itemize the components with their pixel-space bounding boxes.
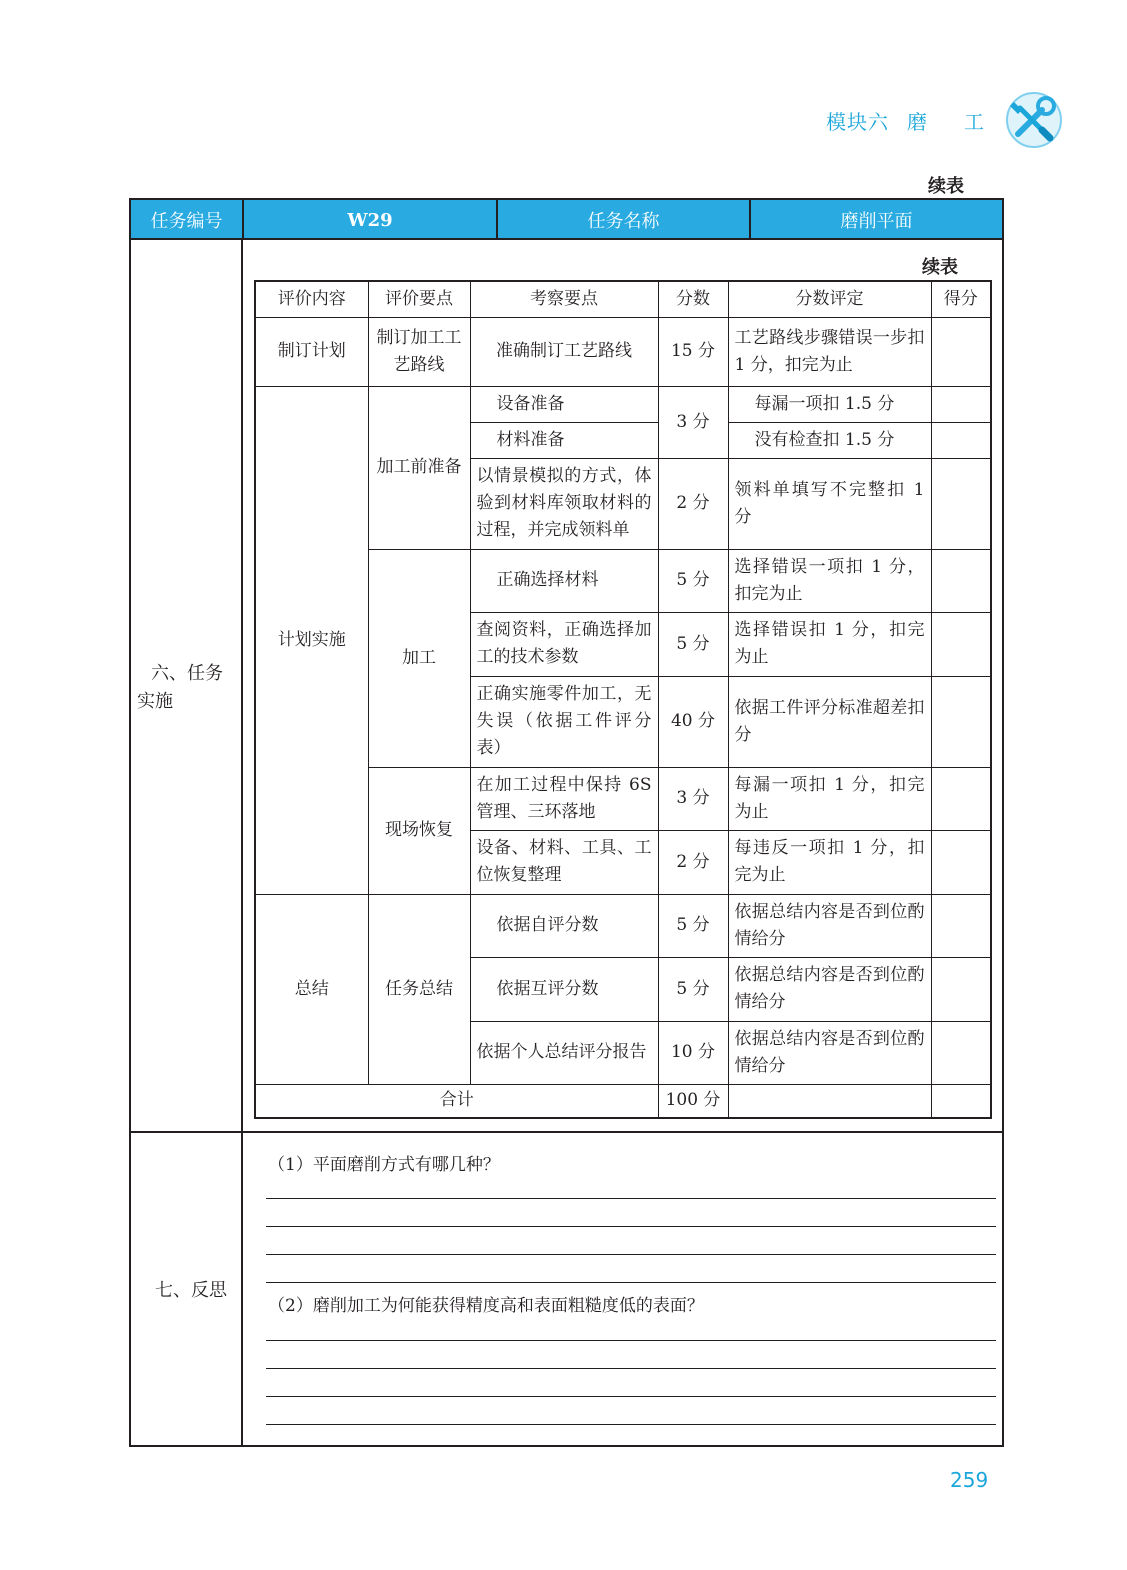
scoring-rule: 每漏一项扣 1.5 分 [728,386,931,422]
total-label: 合计 [255,1084,658,1118]
eval-content: 制订计划 [255,317,368,386]
col-header: 考察要点 [470,281,658,317]
score-cell [931,894,991,957]
score-cell [931,1021,991,1084]
section7-label: 七、反思 [155,1280,227,1301]
scoring-rule: 领料单填写不完整扣 1 分 [728,458,931,549]
scoring-rule: 依据总结内容是否到位酌情给分 [728,957,931,1021]
section-separator [129,1131,1004,1133]
wrench-tools-icon [1002,88,1066,152]
score: 15 分 [658,317,728,386]
module-label: 模块六 [826,110,889,134]
section6-label [137,660,237,716]
reflection-question-2: （2）磨削加工为何能获得精度高和表面粗糙度低的表面？ [268,1296,704,1316]
check-point: 查阅资料，正确选择加工的技术参数 [470,612,658,676]
col-header: 得分 [931,281,991,317]
score-cell [931,317,991,386]
eval-content: 计划实施 [255,386,368,894]
header-bottom-rule [129,238,1004,240]
task-name-label: 任务名称 [498,200,751,240]
answer-line[interactable] [266,1424,996,1425]
evaluation-table [254,280,992,1119]
score: 3 分 [658,386,728,458]
task-no-label: 任务编号 [131,200,244,240]
check-point: 依据互评分数 [470,957,658,1021]
table-row [255,317,991,386]
table-row [255,894,991,957]
total-row [255,1084,991,1118]
module-title-b: 工 [964,110,985,134]
scoring-rule: 没有检查扣 1.5 分 [728,422,931,458]
score-cell [931,422,991,458]
check-point: 材料准备 [470,422,658,458]
score: 5 分 [658,549,728,612]
table-row [255,386,991,422]
scoring-rule: 每漏一项扣 1 分，扣完为止 [728,767,931,830]
check-point: 设备准备 [470,386,658,422]
running-header [0,0,1127,160]
col-header: 分数 [658,281,728,317]
total-score-cell [931,1084,991,1118]
continued-label-inner: 续表 [922,257,958,278]
score: 10 分 [658,1021,728,1084]
task-name-value: 磨削平面 [751,200,1002,240]
check-point: 以情景模拟的方式，体验到材料库领取材料的过程，并完成领料单 [470,458,658,549]
eval-point: 现场恢复 [368,767,470,894]
total-rule-cell [728,1084,931,1118]
module-title-a: 磨 [907,110,928,134]
section6-label-line2: 实施 [137,691,173,712]
score: 3 分 [658,767,728,830]
scoring-rule: 选择错误扣 1 分，扣完为止 [728,612,931,676]
scoring-rule: 依据工件评分标准超差扣分 [728,676,931,767]
score: 5 分 [658,957,728,1021]
score: 2 分 [658,458,728,549]
check-point: 依据自评分数 [470,894,658,957]
continued-label-outer: 续表 [928,176,964,197]
eval-point: 制订加工工艺路线 [368,317,470,386]
scoring-rule: 工艺路线步骤错误一步扣 1 分，扣完为止 [728,317,931,386]
score-cell [931,458,991,549]
score: 5 分 [658,894,728,957]
col-header: 分数评定 [728,281,931,317]
answer-line[interactable] [266,1396,996,1397]
score-cell [931,957,991,1021]
score-cell [931,386,991,422]
score-cell [931,549,991,612]
check-point: 正确实施零件加工，无失误（依据工件评分表） [470,676,658,767]
scoring-rule: 每违反一项扣 1 分，扣完为止 [728,830,931,894]
answer-line[interactable] [266,1254,996,1255]
answer-line[interactable] [266,1282,996,1283]
check-point: 依据个人总结评分报告 [470,1021,658,1084]
score: 5 分 [658,612,728,676]
total-score: 100 分 [658,1084,728,1118]
check-point: 在加工过程中保持 6S 管理、三环落地 [470,767,658,830]
score-cell [931,767,991,830]
section6-label-line1: 六、任务 [151,663,223,684]
col-header: 评价内容 [255,281,368,317]
score-cell [931,830,991,894]
eval-point: 任务总结 [368,894,470,1084]
score-cell [931,612,991,676]
check-point: 准确制订工艺路线 [470,317,658,386]
eval-point: 加工 [368,549,470,767]
module-title [826,106,985,135]
task-no-value: W29 [244,200,498,240]
reflection-question-1: （1）平面磨削方式有哪几种？ [268,1155,500,1175]
score: 40 分 [658,676,728,767]
scoring-rule: 依据总结内容是否到位酌情给分 [728,1021,931,1084]
answer-line[interactable] [266,1368,996,1369]
table-header-row [255,281,991,317]
answer-line[interactable] [266,1226,996,1227]
check-point: 设备、材料、工具、工位恢复整理 [470,830,658,894]
scoring-rule: 选择错误一项扣 1 分，扣完为止 [728,549,931,612]
eval-content: 总结 [255,894,368,1084]
eval-point: 加工前准备 [368,386,470,549]
scoring-rule: 依据总结内容是否到位酌情给分 [728,894,931,957]
col-header: 评价要点 [368,281,470,317]
check-point: 正确选择材料 [470,549,658,612]
score-cell [931,676,991,767]
score: 2 分 [658,830,728,894]
answer-line[interactable] [266,1198,996,1199]
answer-line[interactable] [266,1340,996,1341]
page-number: 259 [950,1468,989,1492]
section-divider [241,238,243,1447]
